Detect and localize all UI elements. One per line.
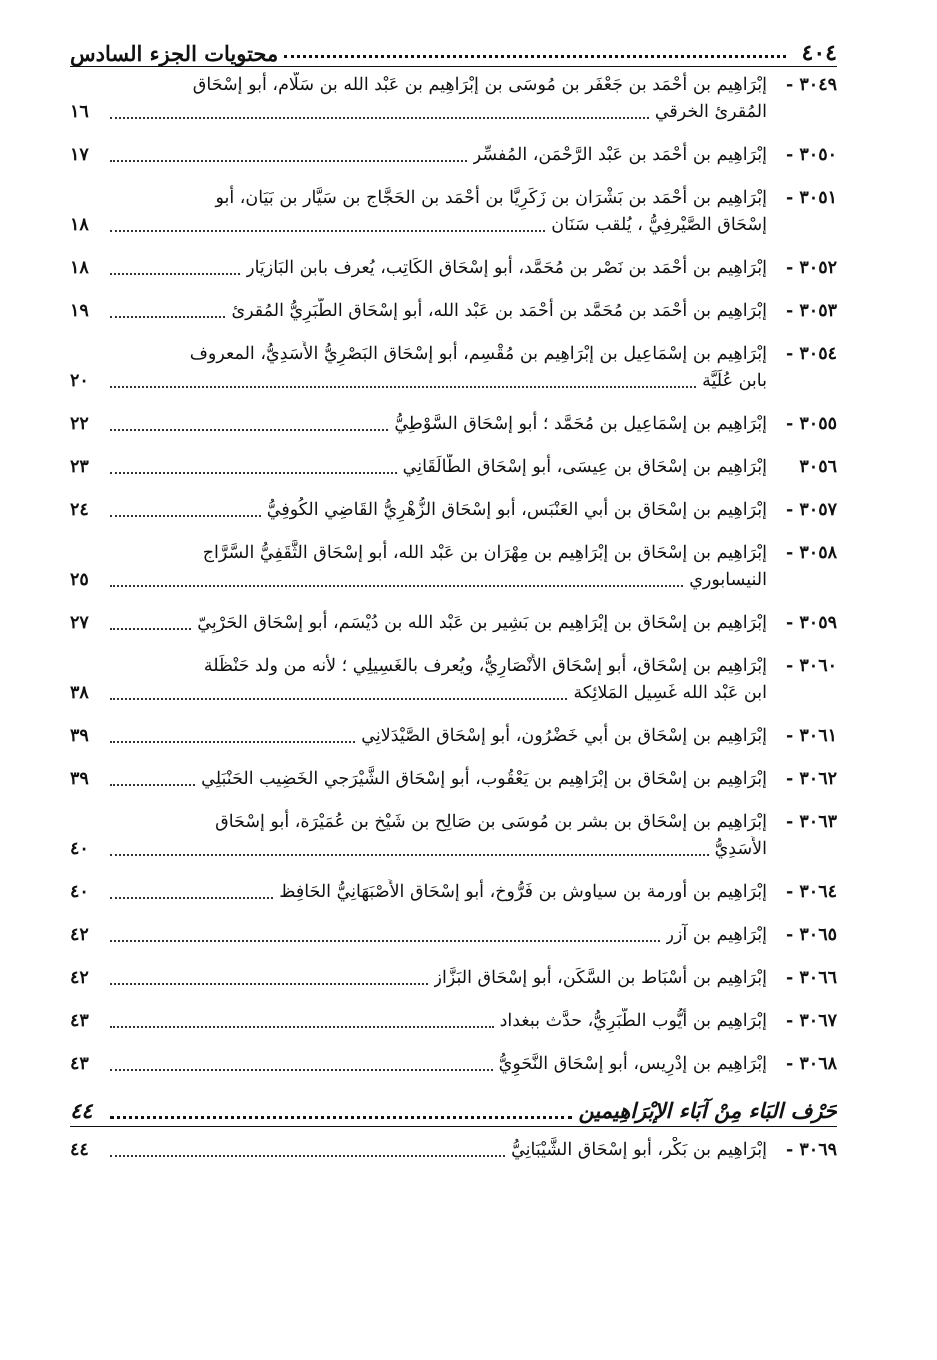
- entry-number: ٣٠٥٧ -: [786, 500, 837, 520]
- toc-entry-line: [70, 497, 837, 524]
- header-leader-dots: [284, 55, 785, 58]
- entry-number: ٣٠٦٦ -: [786, 968, 837, 988]
- leader-dots: [110, 854, 709, 856]
- toc-entry-line: [70, 610, 837, 637]
- toc-entry: [70, 922, 837, 949]
- toc-entry: [70, 965, 837, 992]
- toc-entry-line: [70, 1051, 837, 1078]
- toc-entry-line: [70, 723, 837, 750]
- entry-title: إبْرَاهِيم بن أَحْمَد بن نَصْر بن مُحَمَّد، أبو إسْحَاق الكَاتِب، يُعرف بابن البَازيَار: [246, 258, 767, 278]
- entry-title: إبْرَاهِيم بن أورمة بن سياوش بن فَرُّوخ، أبو إسْحَاق الأَصْبَهَانِيُّ الحَافِظ: [279, 882, 767, 902]
- entry-spacer: [70, 325, 837, 341]
- leader-dots: [110, 386, 696, 388]
- entry-title: إبْرَاهِيم بن إسْحَاق بن بشر بن مُوسَى بن صَالِح بن شَيْخ بن عُمَيْرَة، أبو إسْحَاق: [215, 812, 767, 832]
- toc-entry-continuation: [70, 212, 837, 239]
- toc-entry: [70, 1137, 837, 1164]
- entry-title-continuation: الأَسَدِيُّ: [714, 839, 767, 859]
- entry-page-number: ٤٣: [70, 1054, 89, 1074]
- leader-dots: [110, 273, 240, 275]
- toc-entry: [70, 809, 837, 863]
- toc-entry: [70, 142, 837, 169]
- page-title: محتويات الجزء السادس: [70, 41, 279, 66]
- entry-spacer: [70, 707, 837, 723]
- entry-title: إبْرَاهِيم بن بَكْر، أبو إسْحَاق الشَّيْبَانِيُّ: [511, 1140, 767, 1160]
- toc-entry-line: [70, 922, 837, 949]
- toc-entry-line: [70, 879, 837, 906]
- toc-entry: [70, 766, 837, 793]
- entry-title: إبْرَاهِيم بن أَحْمَد بن بَشْرَان بن زَكَرِيَّا بن أَحْمَد بن الحَجَّاج بن سَيَّار بن بَيَان، أبو: [215, 188, 767, 208]
- entry-title-continuation: إسْحَاق الصَّيْرفِيُّ ، يُلقب سَنَان: [551, 215, 767, 235]
- leader-dots: [110, 1069, 493, 1071]
- toc-entry-continuation: [70, 836, 837, 863]
- entry-page-number: ٤٣: [70, 1011, 89, 1031]
- entry-number: ٣٠٥٦: [799, 457, 837, 477]
- leader-dots: [110, 585, 683, 587]
- leader-dots: [110, 698, 567, 700]
- entry-title: إبْرَاهِيم بن إدْرِيس، أبو إسْحَاق النَّحَوِيُّ: [498, 1054, 767, 1074]
- entry-page-number: ٢٧: [70, 613, 89, 633]
- entry-number: ٣٠٦٨ -: [786, 1054, 837, 1074]
- entry-page-number: ٣٩: [70, 769, 89, 789]
- toc-entry-line: [70, 1008, 837, 1035]
- toc-entry: [70, 610, 837, 637]
- entry-number: ٣٠٤٩ -: [786, 75, 837, 95]
- toc-entry-line: [70, 809, 837, 836]
- entry-page-number: ٢٢: [70, 414, 89, 434]
- section-page-number: ٤٤: [70, 1098, 93, 1123]
- leader-dots: [110, 1155, 505, 1157]
- entry-number: ٣٠٦٥ -: [786, 925, 837, 945]
- entry-spacer: [70, 524, 837, 540]
- entry-title: إبْرَاهِيم بن إسْحَاق بن إبْرَاهِيم بن مِهْرَان بن عَبْد الله، أبو إسْحَاق الثَّقَفِيُّ السَّرَّاج: [202, 543, 767, 563]
- entry-page-number: ٣٩: [70, 726, 89, 746]
- leader-dots: [110, 628, 191, 630]
- toc-entry: [70, 454, 837, 481]
- entry-spacer: [70, 906, 837, 922]
- toc-entry-line: [70, 341, 837, 368]
- entry-page-number: ٤٢: [70, 968, 89, 988]
- entry-title: إبْرَاهِيم بن إسْمَاعِيل بن مُحَمَّد ؛ أبو إسْحَاق السَّوْطِيُّ: [394, 414, 767, 434]
- toc-entry: [70, 497, 837, 524]
- entry-page-number: ٤٠: [70, 839, 89, 859]
- leader-dots: [110, 983, 428, 985]
- leader-dots: [110, 940, 660, 942]
- toc-entry-continuation: [70, 368, 837, 395]
- entry-number: ٣٠٦٩ -: [786, 1140, 837, 1160]
- entry-spacer: [70, 438, 837, 454]
- entry-page-number: ٣٨: [70, 683, 89, 703]
- entry-title: إبْرَاهِيم بن أَحْمَد بن جَعْفَر بن مُوسَى بن إبْرَاهِيم بن عَبْد الله بن سَلَّام، أبو إسْحَاق: [192, 75, 767, 95]
- page-number: ٤٠٤: [801, 40, 837, 66]
- entry-title-continuation: بابن عُلَيَّة: [702, 371, 767, 391]
- section-leader-dots: [110, 1116, 572, 1119]
- toc-entry-line: [70, 142, 837, 169]
- entry-number: ٣٠٦٢ -: [786, 769, 837, 789]
- entry-spacer: [70, 126, 837, 142]
- entry-spacer: [70, 992, 837, 1008]
- leader-dots: [110, 515, 261, 517]
- leader-dots: [110, 784, 195, 786]
- entry-number: ٣٠٥٥ -: [786, 414, 837, 434]
- entry-page-number: ١٨: [70, 215, 89, 235]
- toc-entry: [70, 411, 837, 438]
- leader-dots: [110, 1026, 494, 1028]
- entry-spacer: [70, 594, 837, 610]
- leader-dots: [110, 429, 388, 431]
- toc-entry-line: [70, 1137, 837, 1164]
- entry-page-number: ١٨: [70, 258, 89, 278]
- toc-entry-line: [70, 255, 837, 282]
- toc-entry: [70, 185, 837, 239]
- leader-dots: [110, 117, 649, 119]
- header-title-row: [70, 41, 792, 66]
- entry-page-number: ٢٣: [70, 457, 89, 477]
- entry-number: ٣٠٥٨ -: [786, 543, 837, 563]
- section-heading: [70, 1096, 837, 1127]
- entry-spacer: [70, 750, 837, 766]
- entry-title: إبْرَاهِيم بن إسْمَاعِيل بن إبْرَاهِيم بن مُقْسِم، أبو إسْحَاق البَصْرِيُّ الأَسَدِيُّ، المعروف: [189, 344, 767, 364]
- entry-page-number: ٢٤: [70, 500, 89, 520]
- toc-entry-line: [70, 411, 837, 438]
- entry-number: ٣٠٦٤ -: [786, 882, 837, 902]
- toc-entry-line: [70, 454, 837, 481]
- entry-title: إبْرَاهِيم بن إسْحَاق بن إبْرَاهِيم بن يَعْقُوب، أبو إسْحَاق الشَّيْرَجي الخَضِيب الحَنْبَلِي: [201, 769, 767, 789]
- toc-entry-line: [70, 653, 837, 680]
- entry-number: ٣٠٥٤ -: [786, 344, 837, 364]
- toc-entry-line: [70, 72, 837, 99]
- toc-entry-continuation: [70, 680, 837, 707]
- entry-page-number: ١٩: [70, 301, 89, 321]
- entry-spacer: [70, 1035, 837, 1051]
- leader-dots: [110, 160, 467, 162]
- entry-title: إبْرَاهِيم بن أَحْمَد بن مُحَمَّد بن أَحْمَد بن عَبْد الله، أبو إسْحَاق الطَّبَرِيُّ المُقرئ: [231, 301, 767, 321]
- toc-entry: [70, 540, 837, 594]
- toc-entry: [70, 723, 837, 750]
- toc-entry-line: [70, 298, 837, 325]
- entry-spacer: [70, 1078, 837, 1094]
- toc-entry-line: [70, 185, 837, 212]
- toc-entry: [70, 653, 837, 707]
- toc-entry: [70, 879, 837, 906]
- toc-entry-line: [70, 766, 837, 793]
- toc-entry-line: [70, 965, 837, 992]
- toc-entry-line: [70, 540, 837, 567]
- entry-page-number: ٤٤: [70, 1140, 89, 1160]
- entry-spacer: [70, 793, 837, 809]
- entry-title: إبْرَاهِيم بن آزر: [665, 925, 767, 945]
- page-header: [70, 30, 837, 67]
- toc-entry: [70, 1051, 837, 1078]
- entry-title-continuation: المُقرئ الخرقي: [654, 102, 767, 122]
- entry-number: ٣٠٥١ -: [786, 188, 837, 208]
- entry-spacer: [70, 282, 837, 298]
- entry-number: ٣٠٦٠ -: [786, 656, 837, 676]
- entry-spacer: [70, 239, 837, 255]
- entry-title: إبْرَاهِيم بن إسْحَاق بن إبْرَاهِيم بن بَشِير بن عَبْد الله بن دُيْسَم، أبو إسْحَاق الحَرْبِيّ: [197, 613, 767, 633]
- entry-spacer: [70, 863, 837, 879]
- entry-number: ٣٠٥٢ -: [786, 258, 837, 278]
- leader-dots: [110, 741, 355, 743]
- entry-number: ٣٠٥٩ -: [786, 613, 837, 633]
- toc-entry: [70, 1008, 837, 1035]
- entry-number: ٣٠٦١ -: [786, 726, 837, 746]
- entry-page-number: ٤٠: [70, 882, 89, 902]
- leader-dots: [110, 316, 225, 318]
- toc-entry-continuation: [70, 99, 837, 126]
- entry-spacer: [70, 169, 837, 185]
- entry-title: إبْرَاهِيم بن إسْحَاق بن أبي خَضْرُون، أبو إسْحَاق الصَّيْدَلانِي: [361, 726, 767, 746]
- entry-page-number: ٢٥: [70, 570, 89, 590]
- entry-title: إبْرَاهِيم بن أَيُّوب الطَّبَرِيُّ، حدَّث ببغداد: [499, 1011, 767, 1031]
- entry-number: ٣٠٥٣ -: [786, 301, 837, 321]
- leader-dots: [110, 472, 397, 474]
- entry-title: إبْرَاهِيم بن إسْحَاق بن عِيسَى، أبو إسْحَاق الطَّالَقَانِي: [402, 457, 767, 477]
- entry-page-number: ١٦: [70, 102, 89, 122]
- toc-entry: [70, 341, 837, 395]
- toc-entry-continuation: [70, 567, 837, 594]
- entry-title: إبْرَاهِيم بن إسْحَاق بن أبي العَنْبَس، أبو إسْحَاق الزُّهْرِيُّ القَاضِي الكُوفِيُّ: [266, 500, 767, 520]
- section-title: حَرْف البَاء مِنْ آبَاء الإبْرَاهِيمين: [578, 1098, 837, 1123]
- toc-entry: [70, 255, 837, 282]
- entry-title: إبْرَاهِيم بن أَحْمَد بن عَبْد الرَّحْمَن، المُفسِّر: [472, 145, 767, 165]
- entry-spacer: [70, 637, 837, 653]
- entry-page-number: ٢٠: [70, 371, 89, 391]
- entry-title: إبْرَاهِيم بن أَسْبَاط بن السَّكَن، أبو إسْحَاق البَزَّاز: [433, 968, 767, 988]
- entry-number: ٣٠٦٧ -: [786, 1011, 837, 1031]
- entry-spacer: [70, 481, 837, 497]
- entry-spacer: [70, 395, 837, 411]
- entry-number: ٣٠٥٠ -: [786, 145, 837, 165]
- entry-number: ٣٠٦٣ -: [786, 812, 837, 832]
- entry-page-number: ١٧: [70, 145, 89, 165]
- entry-title-continuation: النيسابوري: [689, 570, 767, 590]
- toc-entry: [70, 72, 837, 126]
- entry-page-number: ٤٢: [70, 925, 89, 945]
- entry-title-continuation: ابن عَبْد الله غَسِيل المَلائِكة: [573, 683, 767, 703]
- toc-entry: [70, 298, 837, 325]
- entry-spacer: [70, 949, 837, 965]
- toc-entries: [70, 72, 837, 1164]
- leader-dots: [110, 897, 273, 899]
- leader-dots: [110, 230, 545, 232]
- entry-title: إبْرَاهِيم بن إسْحَاق، أبو إسْحَاق الأَنْصَارِيُّ، ويُعرف بالغَسِيلِي ؛ لأنه من ولد حَنْظَلة: [203, 656, 767, 676]
